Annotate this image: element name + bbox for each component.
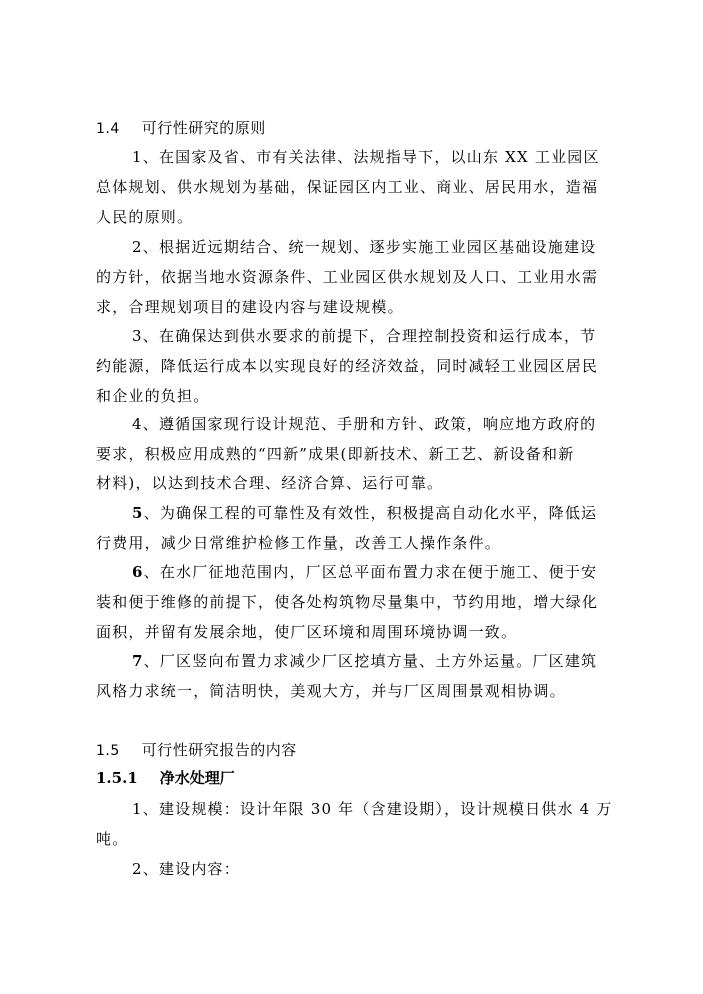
paragraph-7-line-2: 风格力求统一，简洁明快，美观大方，并与厂区周围景观相协调。 <box>96 682 566 700</box>
paragraph-3-line-3: 和企业的负担。 <box>96 387 210 405</box>
paragraph-5-line-1-text: 、为确保工程的可靠性及有效性，积极提高自动化水平，降低运 <box>143 504 598 522</box>
paragraph-7-line-1 <box>132 650 597 671</box>
section-title: 可行性研究报告的内容 <box>141 741 297 759</box>
paragraph-6-lead: 6 <box>132 563 144 581</box>
paragraph-4-line-1: 4、遵循国家现行设计规范、手册和方针、政策，响应地方政府的 <box>132 415 597 433</box>
paragraph-6-line-1 <box>132 561 597 582</box>
paragraph-5-lead: 5 <box>132 504 144 522</box>
paragraph-5-line-1 <box>132 502 597 523</box>
section-heading-1-5 <box>96 739 297 760</box>
paragraph-4-line-2: 要求，积极应用成熟的“四新”成果(即新技术、新工艺、新设备和新 <box>96 445 575 463</box>
section-number: 1.5 <box>96 743 120 759</box>
section-heading-1-4 <box>96 117 266 138</box>
paragraph-3-line-1: 3、在确保达到供水要求的前提下，合理控制投资和运行成本，节 <box>132 327 597 345</box>
paragraph-7-lead: 7 <box>132 652 144 670</box>
paragraph-3-line-2: 约能源，降低运行成本以实现良好的经济效益，同时减轻工业园区居民 <box>96 357 599 375</box>
item-1-line-2: 吨。 <box>96 830 129 848</box>
paragraph-1-line-2: 总体规划、供水规划为基础，保证园区内工业、商业、居民用水，造福 <box>96 178 599 196</box>
item-1-line-1: 1、建设规模：设计年限 30 年（含建设期），设计规模日供水 4 万 <box>132 800 613 818</box>
item-2-line-1: 2、建设内容： <box>132 860 240 878</box>
paragraph-6-line-1-text: 、在水厂征地范围内，厂区总平面布置力求在便于施工、便于安 <box>143 563 598 581</box>
paragraph-1-line-3: 人民的原则。 <box>96 208 194 226</box>
paragraph-6-line-3: 面积，并留有发展余地，使厂区环境和周围环境协调一致。 <box>96 623 518 641</box>
section-number: 1.4 <box>96 121 120 137</box>
paragraph-6-line-2: 装和便于维修的前提下，使各处构筑物尽量集中，节约用地，增大绿化 <box>96 593 599 611</box>
paragraph-2-line-3: 求，合理规划项目的建设内容与建设规模。 <box>96 298 404 316</box>
paragraph-1-line-1: 1、在国家及省、市有关法律、法规指导下，以山东 XX 工业园区 <box>132 148 600 166</box>
paragraph-4-line-3: 材料)，以达到技术合理、经济合算、运行可靠。 <box>96 474 444 492</box>
paragraph-2-line-2: 的方针，依据当地水资源条件、工业园区供水规划及人口、工业用水需 <box>96 268 599 286</box>
section-title: 可行性研究的原则 <box>141 119 266 137</box>
paragraph-7-line-1-text: 、厂区竖向布置力求减少厂区挖填方量、土方外运量。厂区建筑 <box>143 652 598 670</box>
subsection-heading-1-5-1 <box>96 767 235 788</box>
paragraph-5-line-2: 行费用，减少日常维护检修工作量，改善工人操作条件。 <box>96 534 502 552</box>
subsection-title: 净水处理厂 <box>159 769 235 787</box>
subsection-number: 1.5.1 <box>96 769 138 787</box>
paragraph-2-line-1: 2、根据近远期结合、统一规划、逐步实施工业园区基础设施建设 <box>132 238 597 256</box>
